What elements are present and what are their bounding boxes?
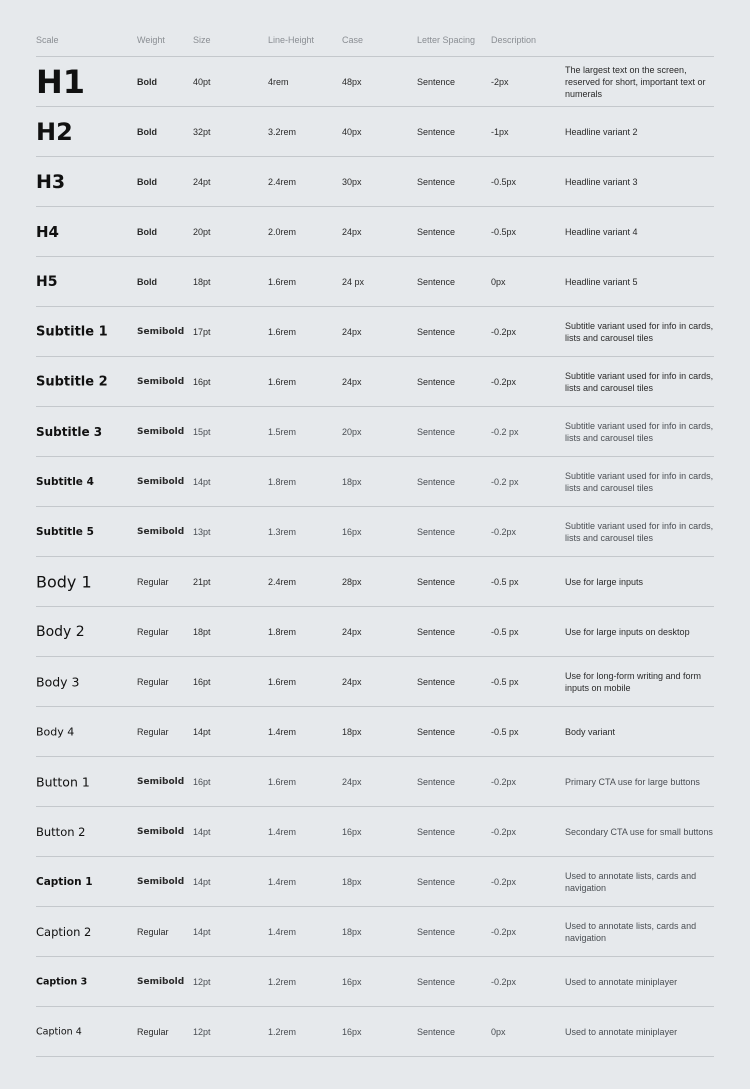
type-scale-table xyxy=(36,30,714,1057)
weight-cell: Regular xyxy=(137,676,169,687)
line-height-cell: 1.6rem xyxy=(268,376,297,387)
table-row xyxy=(36,257,714,307)
weight-cell: Regular xyxy=(137,576,169,587)
scale-cell: H1 xyxy=(36,62,86,101)
weight-cell: Semibold xyxy=(137,426,185,437)
letter-spacing-cell: Sentence xyxy=(417,326,456,337)
line-height-cell: 1.6rem xyxy=(268,676,297,687)
description-cell: Used to annotate lists, cards and navigation xyxy=(565,870,697,893)
size-cell: 14pt xyxy=(193,926,211,937)
table-row xyxy=(36,207,714,257)
size-cell: 16pt xyxy=(193,376,211,387)
scale-cell: Subtitle 1 xyxy=(36,324,108,339)
size-cell: 16pt xyxy=(193,776,211,787)
description-cell: Use for large inputs xyxy=(565,576,644,587)
size-cell: 12pt xyxy=(193,1026,211,1037)
description-cell: Subtitle variant used for info in cards, lists and carousel tiles xyxy=(565,470,714,493)
spacing-cell: -0.5 px xyxy=(491,726,519,737)
description-cell: Headline variant 5 xyxy=(565,276,638,287)
weight-cell: Semibold xyxy=(137,976,185,987)
scale-cell: H2 xyxy=(36,117,73,146)
table-row xyxy=(36,657,714,707)
scale-cell: Body 1 xyxy=(36,572,92,591)
line-height-cell: 1.8rem xyxy=(268,626,297,637)
spacing-cell: -0.2px xyxy=(491,926,517,937)
scale-cell: H5 xyxy=(36,273,58,290)
spacing-cell: -0.5 px xyxy=(491,676,519,687)
weight-cell: Semibold xyxy=(137,376,185,387)
description-cell: Subtitle variant used for info in cards, lists and carousel tiles xyxy=(565,420,714,443)
line-height-cell: 1.5rem xyxy=(268,426,297,437)
letter-spacing-cell: Sentence xyxy=(417,876,456,887)
size-cell: 14pt xyxy=(193,826,211,837)
table-row xyxy=(36,57,714,107)
scale-cell: Button 2 xyxy=(36,824,86,839)
line-height-cell: 4rem xyxy=(268,76,289,87)
size-cell: 21pt xyxy=(193,576,211,587)
letter-spacing-cell: Sentence xyxy=(417,376,456,387)
case-cell: 28px xyxy=(342,576,362,587)
description-cell: Subtitle variant used for info in cards, lists and carousel tiles xyxy=(565,520,714,543)
spacing-cell: -1px xyxy=(491,126,509,137)
line-height-cell: 1.6rem xyxy=(268,776,297,787)
letter-spacing-cell: Sentence xyxy=(417,526,456,537)
letter-spacing-cell: Sentence xyxy=(417,626,456,637)
size-cell: 16pt xyxy=(193,676,211,687)
description-cell: Headline variant 3 xyxy=(565,176,638,187)
weight-cell: Bold xyxy=(137,76,157,87)
letter-spacing-cell: Sentence xyxy=(417,926,456,937)
table-row xyxy=(36,557,714,607)
spacing-cell: -0.5px xyxy=(491,176,517,187)
case-cell: 16px xyxy=(342,826,362,837)
table-row xyxy=(36,407,714,457)
scale-cell: Body 2 xyxy=(36,623,85,640)
spacing-cell: 0px xyxy=(491,1026,506,1037)
letter-spacing-cell: Sentence xyxy=(417,976,456,987)
line-height-cell: 2.4rem xyxy=(268,176,297,187)
description-cell: Subtitle variant used for info in cards, lists and carousel tiles xyxy=(565,370,714,393)
size-cell: 15pt xyxy=(193,426,211,437)
weight-cell: Semibold xyxy=(137,826,185,837)
description-cell: Subtitle variant used for info in cards, lists and carousel tiles xyxy=(565,320,714,343)
table-row xyxy=(36,357,714,407)
spacing-cell: -0.5px xyxy=(491,226,517,237)
table-row xyxy=(36,457,714,507)
description-cell: Use for large inputs on desktop xyxy=(565,626,690,637)
case-cell: 24px xyxy=(342,676,362,687)
size-cell: 12pt xyxy=(193,976,211,987)
weight-cell: Semibold xyxy=(137,476,185,487)
letter-spacing-cell: Sentence xyxy=(417,726,456,737)
case-cell: 48px xyxy=(342,76,362,87)
spacing-cell: -0.5 px xyxy=(491,626,519,637)
size-cell: 20pt xyxy=(193,226,211,237)
description-cell: Use for long-form writing and form inputs on mobile xyxy=(565,670,702,693)
scale-cell: Subtitle 5 xyxy=(36,525,94,538)
size-cell: 14pt xyxy=(193,726,211,737)
weight-cell: Bold xyxy=(137,176,157,187)
scale-cell: Button 1 xyxy=(36,774,90,789)
case-cell: 24px xyxy=(342,626,362,637)
table-row xyxy=(36,807,714,857)
case-cell: 18px xyxy=(342,476,362,487)
table-row xyxy=(36,957,714,1007)
letter-spacing-cell: Sentence xyxy=(417,276,456,287)
header-weight: Weight xyxy=(137,35,165,45)
header-line-height: Line-Height xyxy=(268,35,315,45)
table-row xyxy=(36,707,714,757)
size-cell: 18pt xyxy=(193,276,211,287)
size-cell: 13pt xyxy=(193,526,211,537)
line-height-cell: 1.6rem xyxy=(268,326,297,337)
case-cell: 18px xyxy=(342,876,362,887)
table-row xyxy=(36,857,714,907)
letter-spacing-cell: Sentence xyxy=(417,776,456,787)
scale-cell: Body 3 xyxy=(36,674,80,689)
line-height-cell: 1.2rem xyxy=(268,1026,297,1037)
spacing-cell: -0.2 px xyxy=(491,426,519,437)
letter-spacing-cell: Sentence xyxy=(417,176,456,187)
table-row xyxy=(36,307,714,357)
table-row xyxy=(36,1007,714,1057)
table-row xyxy=(36,607,714,657)
case-cell: 16px xyxy=(342,976,362,987)
case-cell: 24 px xyxy=(342,276,365,287)
spacing-cell: -0.5 px xyxy=(491,576,519,587)
scale-cell: Subtitle 4 xyxy=(36,475,94,488)
table-header xyxy=(36,30,714,57)
letter-spacing-cell: Sentence xyxy=(417,826,456,837)
spacing-cell: -0.2px xyxy=(491,376,517,387)
line-height-cell: 1.3rem xyxy=(268,526,297,537)
size-cell: 40pt xyxy=(193,76,211,87)
spacing-cell: 0px xyxy=(491,276,506,287)
description-cell: Used to annotate lists, cards and navigation xyxy=(565,920,697,943)
scale-cell: Subtitle 2 xyxy=(36,374,108,389)
scale-cell: Subtitle 3 xyxy=(36,424,103,439)
case-cell: 20px xyxy=(342,426,362,437)
header-case: Case xyxy=(342,35,364,45)
case-cell: 30px xyxy=(342,176,362,187)
case-cell: 24px xyxy=(342,776,362,787)
table-row xyxy=(36,107,714,157)
description-cell: Used to annotate miniplayer xyxy=(565,1026,678,1037)
scale-cell: Caption 1 xyxy=(36,875,93,888)
weight-cell: Semibold xyxy=(137,526,185,537)
weight-cell: Regular xyxy=(137,1026,169,1037)
spacing-cell: -0.2px xyxy=(491,976,517,987)
size-cell: 14pt xyxy=(193,876,211,887)
scale-cell: Body 4 xyxy=(36,725,75,738)
case-cell: 24px xyxy=(342,226,362,237)
spacing-cell: -0.2px xyxy=(491,326,517,337)
weight-cell: Bold xyxy=(137,276,157,287)
line-height-cell: 1.4rem xyxy=(268,726,297,737)
line-height-cell: 1.4rem xyxy=(268,826,297,837)
description-cell: Body variant xyxy=(565,726,616,737)
case-cell: 18px xyxy=(342,726,362,737)
letter-spacing-cell: Sentence xyxy=(417,576,456,587)
scale-cell: Caption 2 xyxy=(36,924,92,939)
header-size: Size xyxy=(193,35,211,45)
line-height-cell: 2.4rem xyxy=(268,576,297,587)
spacing-cell: -0.2px xyxy=(491,826,517,837)
letter-spacing-cell: Sentence xyxy=(417,476,456,487)
case-cell: 18px xyxy=(342,926,362,937)
size-cell: 14pt xyxy=(193,476,211,487)
size-cell: 32pt xyxy=(193,126,211,137)
header-letter-spacing: Letter Spacing xyxy=(417,35,476,45)
scale-cell: H4 xyxy=(36,222,59,241)
weight-cell: Bold xyxy=(137,226,157,237)
line-height-cell: 1.4rem xyxy=(268,876,297,887)
case-cell: 16px xyxy=(342,1026,362,1037)
weight-cell: Regular xyxy=(137,726,169,737)
weight-cell: Semibold xyxy=(137,876,185,887)
weight-cell: Bold xyxy=(137,126,157,137)
case-cell: 16px xyxy=(342,526,362,537)
table-row xyxy=(36,507,714,557)
header-description: Description xyxy=(491,35,537,45)
table-body xyxy=(36,57,714,1057)
spacing-cell: -0.2 px xyxy=(491,476,519,487)
letter-spacing-cell: Sentence xyxy=(417,676,456,687)
description-cell: The largest text on the screen, reserved for short, important text or numerals xyxy=(565,64,706,99)
case-cell: 24px xyxy=(342,376,362,387)
case-cell: 24px xyxy=(342,326,362,337)
letter-spacing-cell: Sentence xyxy=(417,226,456,237)
line-height-cell: 1.4rem xyxy=(268,926,297,937)
spacing-cell: -2px xyxy=(491,76,509,87)
size-cell: 24pt xyxy=(193,176,211,187)
scale-cell: Caption 4 xyxy=(36,1026,82,1037)
weight-cell: Regular xyxy=(137,926,169,937)
description-cell: Headline variant 4 xyxy=(565,226,638,237)
table-row xyxy=(36,907,714,957)
description-cell: Used to annotate miniplayer xyxy=(565,976,678,987)
line-height-cell: 3.2rem xyxy=(268,126,297,137)
header-scale: Scale xyxy=(36,35,59,45)
scale-cell: Caption 3 xyxy=(36,976,88,987)
description-cell: Secondary CTA use for small buttons xyxy=(565,826,713,837)
letter-spacing-cell: Sentence xyxy=(417,76,456,87)
table-row xyxy=(36,757,714,807)
table-row xyxy=(36,157,714,207)
weight-cell: Regular xyxy=(137,626,169,637)
letter-spacing-cell: Sentence xyxy=(417,126,456,137)
spacing-cell: -0.2px xyxy=(491,776,517,787)
description-cell: Headline variant 2 xyxy=(565,126,638,137)
case-cell: 40px xyxy=(342,126,362,137)
weight-cell: Semibold xyxy=(137,776,185,787)
scale-cell: H3 xyxy=(36,170,66,193)
letter-spacing-cell: Sentence xyxy=(417,1026,456,1037)
line-height-cell: 2.0rem xyxy=(268,226,297,237)
line-height-cell: 1.2rem xyxy=(268,976,297,987)
line-height-cell: 1.6rem xyxy=(268,276,297,287)
spacing-cell: -0.2px xyxy=(491,876,517,887)
line-height-cell: 1.8rem xyxy=(268,476,297,487)
spacing-cell: -0.2px xyxy=(491,526,517,537)
size-cell: 17pt xyxy=(193,326,211,337)
size-cell: 18pt xyxy=(193,626,211,637)
description-cell: Primary CTA use for large buttons xyxy=(565,776,700,787)
letter-spacing-cell: Sentence xyxy=(417,426,456,437)
weight-cell: Semibold xyxy=(137,326,185,337)
